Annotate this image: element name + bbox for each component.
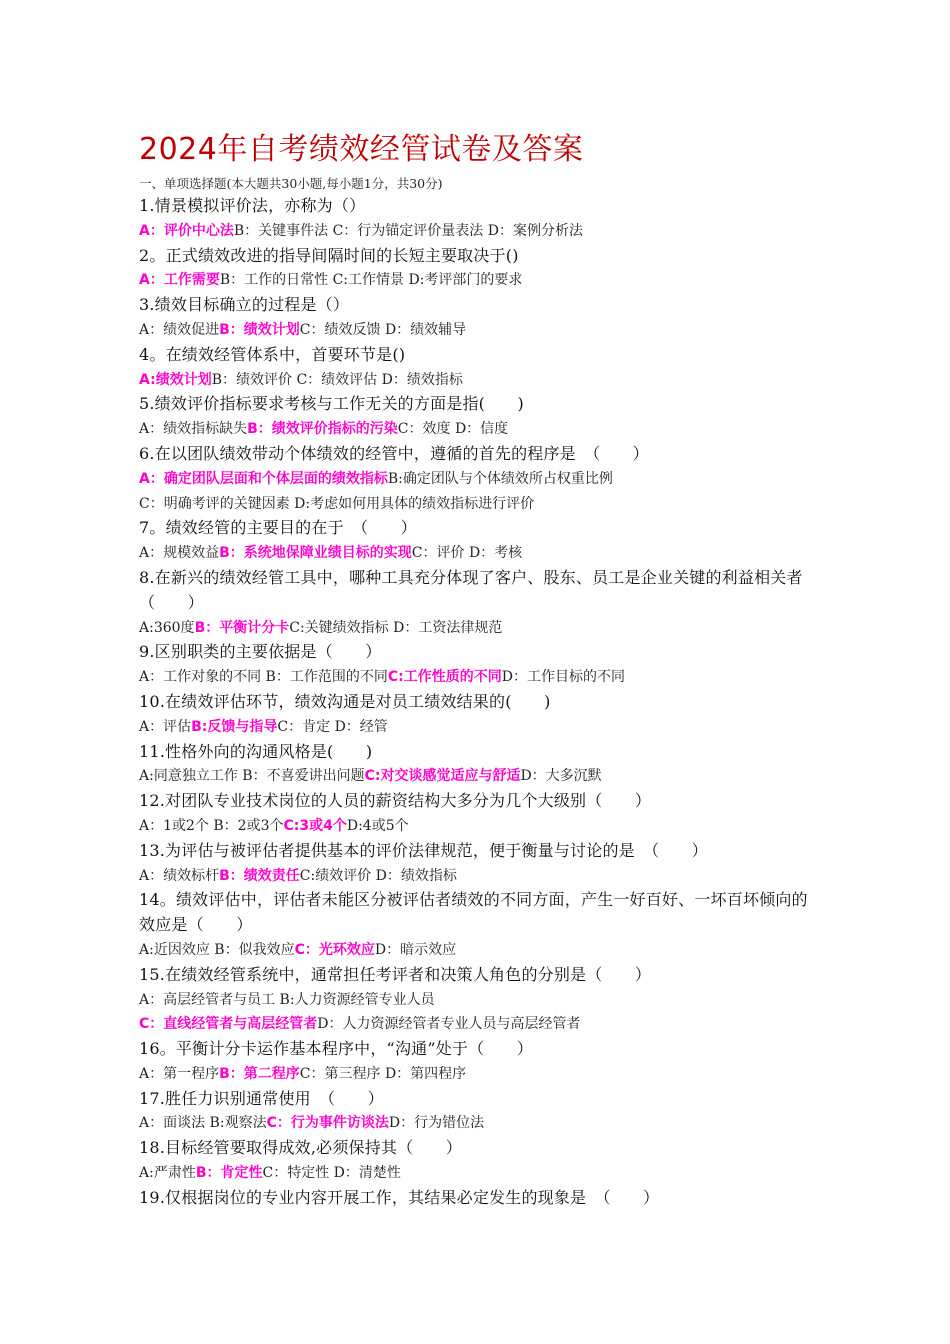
answer-options [139, 764, 819, 789]
option-text: A：工作对象的不同 B：工作范围的不同 [139, 669, 388, 686]
option-text: D:4或5个 [346, 817, 409, 834]
answer-options [139, 492, 819, 517]
correct-answer: A：工作需要 [139, 272, 220, 289]
option-text: D：人力资源经管者专业人员与高层经管者 [317, 1016, 581, 1033]
correct-answer: A：评价中心法 [139, 222, 234, 239]
option-text: C:绩效评价 D：绩效指标 [299, 867, 457, 884]
question-text: 11.性格外向的沟通风格是( ) [139, 741, 373, 761]
option-text: A：第一程序 [139, 1065, 220, 1082]
question-text: 6.在以团队绩效带动个体绩效的经管中，遵循的首先的程序是 （ ） [139, 443, 649, 463]
option-text: C：肯定 D：经管 [277, 718, 388, 735]
option-text: C:关键绩效指标 D：工资法律规范 [289, 619, 503, 636]
answer-options [139, 368, 819, 393]
question-text: 19.仅根据岗位的专业内容开展工作，其结果必定发生的现象是 （ ） [139, 1187, 660, 1207]
option-text: D：工作目标的不同 [501, 669, 625, 686]
correct-answer: B：第二程序 [219, 1065, 300, 1082]
question-text: 5.绩效评价指标要求考核与工作无关的方面是指( ) [139, 394, 524, 414]
answer-options [139, 616, 819, 641]
correct-answer: B：绩效责任 [219, 867, 300, 884]
answer-options [139, 938, 819, 963]
option-text: A:近因效应 B：似我效应 [139, 941, 295, 958]
option-text: B：工作的日常性 C:工作情景 D:考评部门的要求 [219, 272, 523, 289]
answer-options [139, 715, 819, 740]
option-text: A:360度 [139, 619, 195, 636]
answer-options [139, 1161, 819, 1186]
answer-options [139, 417, 819, 442]
correct-answer: B：绩效评价指标的污染 [247, 421, 398, 438]
option-text: B：绩效评价 C：绩效评估 D：绩效指标 [211, 371, 463, 388]
answer-options [139, 1012, 819, 1037]
option-text: A：1或2个 B：2或3个 [139, 817, 284, 834]
question-text: 7。绩效经管的主要目的在于 （ ） [139, 518, 417, 538]
correct-answer: B：绩效计划 [219, 321, 300, 338]
option-text: A：绩效促进 [139, 321, 220, 338]
answer-options [139, 318, 819, 343]
answer-options [139, 219, 819, 244]
option-text: A:严肃性 [139, 1165, 196, 1182]
option-text: A：绩效标杆 [139, 867, 220, 884]
section-heading: 一、单项选择题(本大题共30小题,每小题1分，共30分) [139, 176, 443, 191]
question-text: 9.区别职类的主要依据是（ ） [139, 642, 382, 662]
correct-answer: B：平衡计分卡 [194, 619, 290, 636]
document-title: 2024年自考绩效经管试卷及答案 [139, 132, 584, 167]
answer-options [139, 268, 819, 293]
option-text: A：绩效指标缺失 [139, 421, 248, 438]
correct-answer: C：行为事件访谈法 [266, 1115, 389, 1132]
question-text: 18.目标经管要取得成效,必须保持其（ ） [139, 1138, 462, 1158]
question-text: 16。平衡计分卡运作基本程序中，“沟通”处于（ ） [139, 1039, 533, 1059]
question-text: 13.为评估与被评估者提供基本的评价法律规范，便于衡量与讨论的是 （ ） [139, 840, 708, 860]
question-text: 4。在绩效经管体系中，首要环节是() [139, 344, 406, 364]
option-text: C：效度 D：信度 [397, 421, 509, 438]
correct-answer: A：确定团队层面和个体层面的绩效指标 [139, 470, 388, 487]
option-text: D：大多沉默 [520, 768, 602, 785]
option-text: B：关键事件法 C：行为锚定评价量表法 D：案例分析法 [233, 222, 583, 239]
answer-options [139, 988, 819, 1013]
correct-answer: B:反馈与指导 [191, 718, 278, 735]
correct-answer: B：系统地保障业绩目标的实现 [219, 545, 412, 562]
question-text: 12.对团队专业技术岗位的人员的薪资结构大多分为几个大级别（ ） [139, 791, 652, 811]
option-text: C：特定性 D：清楚性 [262, 1165, 401, 1182]
correct-answer: B：肯定性 [195, 1165, 263, 1182]
answer-options [139, 814, 819, 839]
option-text: A:同意独立工作 B：不喜爱讲出问题 [139, 768, 365, 785]
option-text: D：行为错位法 [388, 1115, 485, 1132]
correct-answer: C:对交谈感觉适应与舒适 [364, 768, 521, 785]
answer-options [139, 864, 819, 889]
correct-answer: C：光环效应 [294, 941, 375, 958]
question-text: 17.胜任力识别通常使用 （ ） [139, 1088, 384, 1108]
question-text: 10.在绩效评估环节，绩效沟通是对员工绩效结果的( ) [139, 691, 551, 711]
option-text: D：暗示效应 [374, 941, 457, 958]
option-text: A：高层经管者与员工 B:人力资源经管专业人员 [139, 991, 435, 1008]
correct-answer: C:工作性质的不同 [387, 669, 502, 686]
question-text: 1.情景模拟评价法，亦称为（） [139, 196, 366, 215]
option-text: C：绩效反馈 D：绩效辅导 [299, 321, 467, 338]
correct-answer: C:3或4个 [283, 817, 347, 834]
answer-options [139, 541, 819, 566]
correct-answer: C：直线经管者与高层经管者 [139, 1016, 318, 1033]
correct-answer: A:绩效计划 [139, 371, 212, 388]
answer-options [139, 1062, 819, 1087]
option-text: A：规模效益 [139, 545, 220, 562]
option-text: C：评价 D：考核 [411, 545, 523, 562]
question-text: 8.在新兴的绩效经管工具中，哪种工具充分体现了客户、股东、员工是企业关键的利益相关者（ ） [139, 567, 803, 612]
question-list [139, 194, 819, 1211]
option-text: A：面谈法 B:观察法 [139, 1115, 267, 1132]
option-text: C：明确考评的关键因素 D:考虑如何用具体的绩效指标进行评价 [139, 495, 535, 512]
answer-options [139, 665, 819, 690]
option-text: B:确定团队与个体绩效所占权重比例 [387, 470, 613, 487]
question-text: 15.在绩效经管系统中，通常担任考评者和决策人角色的分别是（ ） [139, 964, 652, 984]
question-text: 3.绩效目标确立的过程是（） [139, 295, 350, 315]
exam-document [139, 128, 819, 1211]
question-text: 14。绩效评估中，评估者未能区分被评估者绩效的不同方面，产生一好百好、一坏百坏倾向的效应是（ ） [139, 890, 808, 935]
option-text: A：评估 [139, 718, 192, 735]
answer-options [139, 467, 819, 492]
answer-options [139, 1111, 819, 1136]
question-text: 2。正式绩效改进的指导间隔时间的长短主要取决于() [139, 245, 519, 265]
option-text: C：第三程序 D：第四程序 [299, 1065, 467, 1082]
